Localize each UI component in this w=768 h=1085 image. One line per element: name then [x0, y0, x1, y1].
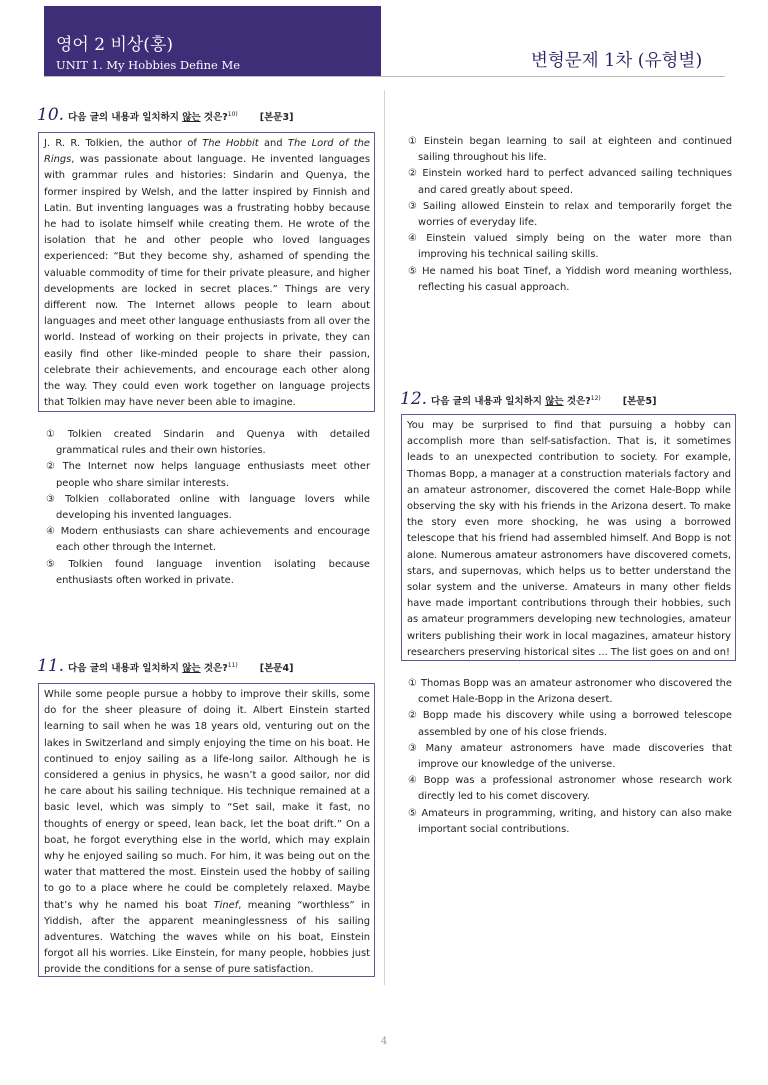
question-prompt: 다음 글의 내용과 일치하지 않는 것은? [68, 663, 228, 674]
choice-text: Tolkien collaborated online with language lovers while developing his invented languages. [56, 493, 370, 522]
question-prompt: 다음 글의 내용과 일치하지 않는 것은? [431, 396, 591, 407]
answer-choice[interactable] [404, 264, 732, 296]
choice-number: ① [46, 429, 64, 440]
choice-text: Einstein valued simply being on the water more than improving his technical sailing skills. [418, 233, 732, 261]
answer-choice[interactable] [42, 524, 370, 556]
column-divider [384, 90, 385, 985]
answer-choice[interactable] [404, 676, 732, 708]
passage-text: While some people pursue a hobby to improve their skills, some do for the sheer pleasure of doing it. Albert Einstein started learning to sail when he was 18 years old, venturing out on the lakes in Switzerland and simply enjoying the time on his boat. He continued to enjoy sailing as a life-long sailor. Although he is considered a genius in physics, he wasn’t a good sailor, nor did he care about his sailing technique. His technique remained at a basic level, which was simply to “Set sail, make it fast, no thoughts of energy or speed, lean back, let the boat drift.” On a boat, he forgot everything else in the world, which may explain why he enjoyed sailing so much. For him, it was being out on the water that mattered the most. Einstein used the hobby of sailing to go to a place where he could be completely relaxed. Maybe that’s why he named his boat [44, 689, 370, 911]
footnote-mark: 11) [227, 661, 238, 669]
question-11-choices [404, 134, 732, 296]
choice-text: Bopp made his discovery while using a borrowed telescope assembled by one of his close friends. [418, 710, 732, 738]
question-10-heading [37, 105, 293, 125]
source-tag: [본문5] [622, 396, 657, 407]
choice-number: ③ [408, 200, 420, 212]
passage-text: , was passionate about language. He invented languages with grammar rules and histories: Sindarin and Quenya, the former inspired by Welsh, and the latter inspired by Finnish and Latin. But inventing languages was a frustrating hobby because he had to isolate himself while creating them. He wrote of the isolation that he and other people who loved languages experienced: “But they become shy, ashamed of spending the valuable commodity of time for their private pleasure, and higher developments are locked in secret places.” Things are very different now. The Internet allows people to learn about languages and meet other language enthusiasts from all over the world. Instead of working on their projects in private, they can easily find other like-minded people to share their passion, celebrate their achievements, and encourage each other along the way. They could even work together on language projects that Tolkien may have never been able to imagine. [44, 154, 370, 409]
choice-number: ⑤ [46, 558, 65, 570]
choice-number: ① [408, 678, 417, 689]
header-divider [44, 76, 725, 77]
question-number: 11. [37, 656, 65, 676]
answer-choice[interactable] [404, 134, 732, 166]
choice-text: The Internet now helps language enthusiasts meet other people who share similar interests. [56, 461, 370, 489]
answer-choice[interactable] [42, 459, 370, 491]
answer-choice[interactable] [42, 557, 370, 589]
underlined-word: 않는 [545, 396, 564, 407]
choice-text: Thomas Bopp was an amateur astronomer who discovered the comet Hale-Bopp in the Arizona desert. [418, 678, 733, 706]
question-number: 10. [37, 105, 65, 125]
source-tag: [본문4] [259, 663, 294, 674]
choice-number: ④ [46, 526, 57, 538]
question-11-heading [37, 656, 293, 676]
unit-title: UNIT 1. My Hobbies Define Me [56, 58, 241, 72]
question-12-passage [401, 414, 736, 661]
textbook-title: 영어 2 비상(홍) [56, 35, 173, 55]
question-10-choices [42, 427, 370, 589]
italic-title: Tinef [213, 899, 239, 911]
answer-choice[interactable] [42, 427, 370, 459]
choice-number: ② [408, 168, 419, 180]
choice-text: Bopp was a professional astronomer whose research work directly led to his comet discovery. [418, 775, 732, 803]
page-number: 4 [380, 1036, 388, 1047]
choice-number: ③ [46, 493, 62, 505]
question-11-passage [38, 683, 375, 977]
choice-text: He named his boat Tinef, a Yiddish word meaning worthless, reflecting his casual approach. [418, 265, 732, 293]
question-12-heading [400, 389, 656, 409]
footnote-mark: 10) [227, 110, 238, 118]
question-prompt: 다음 글의 내용과 일치하지 않는 것은? [68, 112, 228, 123]
question-10-passage [38, 132, 375, 412]
choice-number: ④ [408, 233, 423, 245]
answer-choice[interactable] [42, 492, 370, 524]
worksheet-title: 변형문제 1차 (유형별) [531, 51, 703, 71]
source-tag: [본문3] [259, 112, 294, 123]
underlined-word: 않는 [182, 112, 201, 123]
choice-number: ⑤ [408, 807, 418, 819]
answer-choice[interactable] [404, 166, 732, 198]
choice-text: Many amateur astronomers have made discoveries that improve our knowledge of the universe. [418, 742, 732, 771]
italic-title: The Lord of the Rings [44, 138, 370, 166]
choice-number: ⑤ [408, 265, 419, 277]
choice-number: ④ [408, 775, 420, 787]
italic-title: The Hobbit [202, 138, 259, 149]
choice-text: Einstein worked hard to perfect advanced sailing techniques and cared greatly about speed. [418, 168, 732, 196]
question-12-choices [404, 676, 732, 838]
choice-text: Einstein began learning to sail at eighteen and continued sailing throughout his life. [418, 136, 732, 164]
footnote-mark: 12) [590, 394, 601, 402]
underlined-word: 않는 [182, 663, 201, 674]
passage-text: J. R. R. Tolkien, the author of [44, 138, 203, 149]
passage-text: and [258, 138, 288, 149]
choice-text: Tolkien created Sindarin and Quenya with detailed grammatical rules and their own histories. [56, 429, 371, 457]
choice-text: Modern enthusiasts can share achievements and encourage each other through the Internet. [56, 526, 370, 554]
choice-number: ② [408, 710, 419, 722]
answer-choice[interactable] [404, 773, 732, 805]
answer-choice[interactable] [404, 199, 732, 231]
choice-number: ② [46, 461, 59, 473]
passage-text: , meaning “worthless” in Yiddish, after the apparent meaninglessness of his sailing adventures. Watching the waves while on his boat, Einstein forgot all his worries. Like Einstein, for many people, hobbies just provide the conditions for a sense of pure satisfaction. [44, 899, 370, 976]
choice-number: ① [408, 136, 420, 147]
question-number: 12. [400, 389, 428, 409]
choice-text: Amateurs in programming, writing, and history can also make important social contributions. [418, 807, 733, 835]
choice-number: ③ [408, 742, 422, 754]
answer-choice[interactable] [404, 741, 732, 773]
answer-choice[interactable] [404, 708, 732, 740]
passage-text: You may be surprised to find that pursuing a hobby can accomplish more than self-satisfaction. That is, it sometimes leads to an unexpected contribution to society. For example, Thomas Bopp, a manager at a construction materials factory and an amateur astronomer, discovered the comet Hale-Bopp while observing the sky with his friends in the Arizona desert. To make the story even more shocking, he was using a borrowed telescope that his friend had assembled himself. And Bopp is not alone. Numerous amateur astronomers have discovered comets, stars, and supernovas, which helps us to better understand the solar system and the universe. Amateurs in many other fields have made important contributions through their hobbies, such as amateur programmers developing new technologies, amateur writers publishing their work in local magazines, amateur history researchers preserving historical sites ... The list goes on and on! [407, 420, 731, 658]
choice-text: Sailing allowed Einstein to relax and temporarily forget the worries of everyday life. [418, 200, 733, 229]
answer-choice[interactable] [404, 231, 732, 263]
answer-choice[interactable] [404, 806, 732, 838]
choice-text: Tolkien found language invention isolating because enthusiasts often worked in private. [56, 558, 370, 586]
header-banner [44, 6, 381, 76]
